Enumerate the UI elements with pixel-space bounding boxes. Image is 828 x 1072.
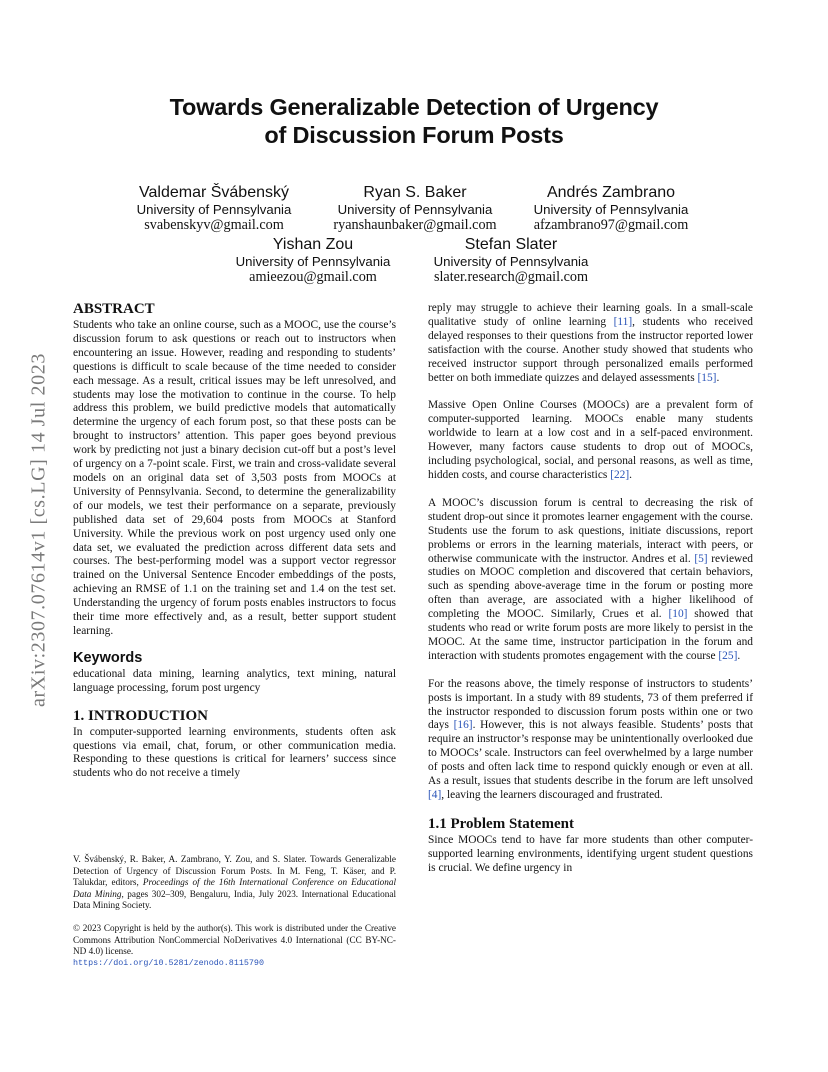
- paragraph-text: , leaving the learners discouraged and frustrated.: [441, 789, 663, 801]
- copyright-note: © 2023 Copyright is held by the author(s). This work is distributed under the Creative Commons Attribution NonCommercial NoDerivatives 4.0 International (CC BY-NC-ND 4.0) license.: [73, 922, 396, 957]
- author-name: Valdemar Švábenský: [139, 184, 289, 201]
- citation-link[interactable]: [22]: [610, 468, 630, 481]
- arxiv-sidebar: [0, 0, 60, 1072]
- abstract-text: Students who take an online course, such as a MOOC, use the course’s discussion forum to ask questions or reach out to instructors when encountering an issue. However, reading and responding to students’ questions is difficult to scale because of the time needed to consider each message. As a result, critical issues may be left unresolved, and students may lose the motivation to continue in the course. To help address this problem, we build predictive models that automatically determine the urgency of each forum post, so that these posts can be brought to instructors’ attention. This paper goes beyond previous work by predicting not just a binary decision cut-off but a post’s level of urgency on a 7-point scale. First, we train and cross-validate several models on an original data set of 3,503 posts from MOOCs at University of Pennsylvania. Second, to determine the generalizability of our models, we test their performance on a separate, previously published data set of 29,604 posts from MOOCs at Stanford University. While the previous work on post urgency used only one data set, we evaluated the prediction across different data sets and courses. The best-performing model was a support vector regressor trained on the Universal Sentence Encoder embeddings of the posts, achieving an RMSE of 1.1 on the training set and 1.4 on the test set. Understanding the urgency of forum posts enables instructors to focus their time more effectively and, as a result, better support student learning.: [73, 319, 396, 637]
- citation-link[interactable]: [4]: [428, 789, 442, 801]
- citation-link[interactable]: [5]: [694, 552, 708, 565]
- title-line-2: of Discussion Forum Posts: [264, 122, 564, 148]
- citation-text: , pages 302–309, Bengaluru, India, July 2023. International Educational Data Mining Society.: [73, 888, 397, 911]
- problem-statement-heading: 1.1 Problem Statement: [428, 815, 574, 832]
- citation-note: [73, 854, 396, 912]
- author-name: Yishan Zou: [272, 236, 354, 253]
- right-column: [428, 302, 753, 876]
- paper-title: [60, 93, 768, 149]
- problem-statement-text: Since MOOCs tend to have far more students than other computer-supported learning environments, identifying urgent student questions is crucial. We define urgency in: [428, 833, 753, 874]
- paragraph-text: .: [716, 371, 720, 384]
- paragraph-text: . However, this is not always feasible. Students’ posts that require an instructor’s response may be unintentionally overlooked due to MOOCs’ scale. Instructors can feel overwhelmed by a large number of posts and often lack time to respond quickly enough or even at all. As a result, issues that students describe in the forum are left unsolved: [428, 719, 753, 788]
- footnote: [73, 854, 396, 969]
- paragraph-text: .: [629, 468, 633, 481]
- citation-link[interactable]: [25]: [718, 649, 738, 662]
- intro-paragraph-1-continued: [428, 302, 753, 385]
- author-affiliation: University of Pennsylvania: [533, 202, 689, 217]
- paragraph-text: .: [737, 649, 741, 662]
- author-name: Andrés Zambrano: [546, 184, 676, 201]
- author-affiliation: University of Pennsylvania: [337, 202, 493, 217]
- citation-text: V. Švábenský, R. Baker, A. Zambrano, Y. Zou, and S. Slater. Towards Generalizable Detection of Urgency of Discussion Forum Posts. In M. Feng, T. Käser, and P. Talukdar, editors,: [73, 854, 396, 888]
- author-block: [320, 184, 510, 233]
- citation-link[interactable]: [16]: [453, 719, 473, 732]
- author-block: [134, 184, 294, 233]
- author-email: slater.research@gmail.com: [433, 269, 589, 285]
- citation-link[interactable]: [15]: [697, 371, 717, 384]
- paragraph-text: showed that students who read or write forum posts are more likely to persist in the MOOC. At the same time, instructor participation in the forum and interaction with students promotes engagement with the course: [428, 608, 753, 662]
- author-affiliation: University of Pennsylvania: [235, 254, 391, 269]
- citation-link[interactable]: [10]: [668, 608, 688, 621]
- abstract-heading: ABSTRACT: [73, 301, 155, 317]
- citation-link[interactable]: [11]: [613, 315, 633, 328]
- left-column: [73, 300, 396, 781]
- author-email: afzambrano97@gmail.com: [533, 217, 689, 233]
- intro-paragraph-2: [428, 399, 753, 482]
- author-block: [521, 184, 701, 233]
- paragraph-text: A MOOC’s discussion forum is central to decreasing the risk of student drop-out since it promotes learner engagement with the course. Students use the forum to ask questions, initiate discussions, report problems or errors in the learning materials, interact with peers, or otherwise communicate with the instructor. Andres et al.: [428, 496, 753, 565]
- keywords-heading: Keywords: [73, 649, 143, 666]
- author-block: [420, 236, 602, 285]
- proceedings-title: Proceedings of the 16th International Conference on Educational Data Mining: [73, 877, 397, 899]
- introduction-heading: 1. INTRODUCTION: [73, 707, 209, 724]
- paragraph-text: Massive Open Online Courses (MOOCs) are a prevalent form of computer-supported learning. MOOCs enable many students worldwide to learn at a low cost and in a self-paced environment. However, many factors cause students to drop out of MOOCs, including psychological, social, and personal reasons, as well as time, hidden costs, and course characteristics: [428, 399, 753, 481]
- author-email: ryanshaunbaker@gmail.com: [333, 217, 497, 233]
- author-affiliation: University of Pennsylvania: [433, 254, 589, 269]
- arxiv-stamp: arXiv:2307.07614v1 [cs.LG] 14 Jul 2023: [27, 353, 50, 707]
- paragraph-text: For the reasons above, the timely response of instructors to students’ posts is important. In a study with 89 students, 73 of them preferred if the instructor responded to discussion forum posts within one or two days: [428, 677, 753, 732]
- author-email: svabenskyv@gmail.com: [144, 217, 284, 233]
- doi-link[interactable]: https://doi.org/10.5281/zenodo.8115790: [73, 957, 264, 968]
- intro-paragraph-3: [428, 497, 753, 664]
- paragraph-text: reply may struggle to achieve their learning goals. In a small-scale qualitative study of online learning: [428, 302, 753, 328]
- paragraph-text: , students who received delayed responses to their questions from the instructor reported lower satisfaction with the course. Another study showed that students who received instructor support through personalized emails performed better on both immediate quizzes and delayed assessments: [428, 315, 754, 384]
- author-email: amieezou@gmail.com: [249, 269, 377, 285]
- author-name: Stefan Slater: [464, 236, 558, 253]
- author-affiliation: University of Pennsylvania: [136, 202, 292, 217]
- author-name: Ryan S. Baker: [363, 184, 467, 201]
- title-line-1: Towards Generalizable Detection of Urgency: [169, 94, 659, 120]
- paragraph-text: reviewed studies on MOOC completion and discovered that certain behaviors, such as spending above-average time in the forum or posting more often than average, are associated with a higher likelihood of completing the MOOC. Similarly, Crues et al.: [428, 552, 753, 621]
- keywords-text: educational data mining, learning analytics, text mining, natural language processing, forum post urgency: [73, 667, 396, 694]
- author-block: [233, 236, 393, 285]
- intro-paragraph-1: In computer-supported learning environments, students often ask questions via email, chat, forum, or other communication media. Responding to these questions is critical for learners’ success since students who do not receive a timely: [73, 725, 396, 780]
- intro-paragraph-4: [428, 678, 753, 803]
